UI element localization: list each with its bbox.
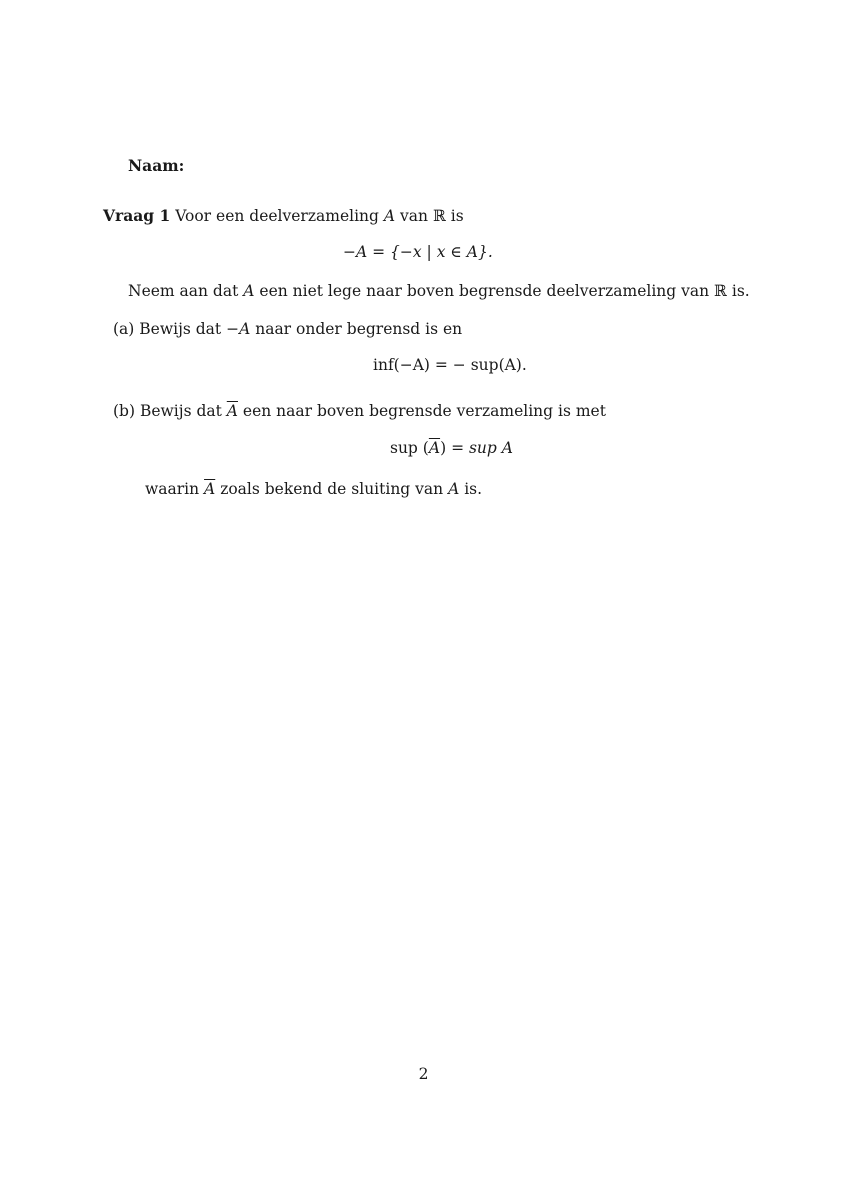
part-a-text (113, 320, 462, 338)
note-closure-var: $\overline{A}$ (204, 480, 216, 498)
formula-rhs: = sup A (451, 439, 513, 457)
question-intro (103, 206, 464, 225)
var-a: A (243, 282, 255, 300)
note-pre: waarin (145, 480, 200, 498)
part-b-label: (b) (113, 402, 136, 420)
part-a-post: naar onder begrensd is en (255, 320, 463, 338)
part-b-post: een naar boven begrensde verzameling is met (242, 402, 606, 420)
assume-pre: Neem aan dat (128, 282, 239, 300)
reals-symbol: ℝ (714, 282, 727, 300)
part-b-text (113, 402, 606, 420)
formula-close-paren: ) (440, 439, 447, 457)
assumption-text (128, 282, 750, 300)
part-b-note (145, 480, 482, 498)
assume-end: is. (731, 282, 750, 300)
part-b-formula (390, 439, 513, 457)
definition-formula (343, 243, 493, 261)
intro-mid: van (400, 207, 428, 225)
var-a: A (383, 207, 396, 225)
formula-lhs: −A (343, 243, 368, 261)
assume-post: een niet lege naar boven begrensde deelverzameling van (259, 282, 710, 300)
part-b-closure-var: $\overline{A}$ (226, 402, 238, 420)
name-label: Naam: (128, 156, 185, 175)
part-b-pre: Bewijs dat (139, 402, 222, 420)
part-a-label: (a) (113, 320, 135, 338)
note-mid: zoals bekend de sluiting van (220, 480, 444, 498)
formula-rhs: = {−x | x ∈ A}. (372, 243, 493, 261)
reals-symbol: ℝ (432, 207, 446, 225)
formula-closure-var: $\overline{A}$ (428, 439, 441, 457)
formula-open-paren: ( (422, 439, 429, 457)
intro-pre: Voor een deelverzameling (175, 207, 379, 225)
part-a-var: −A (226, 320, 251, 338)
part-a-formula: inf(−A) = − sup(A). (373, 356, 527, 374)
intro-post: is (450, 207, 464, 225)
question-label: Vraag 1 (103, 206, 171, 225)
formula-sup: sup (390, 439, 418, 457)
page-number: 2 (418, 1065, 429, 1083)
note-end: is. (464, 480, 483, 498)
part-a-pre: Bewijs dat (139, 320, 222, 338)
note-var: A (448, 480, 460, 498)
